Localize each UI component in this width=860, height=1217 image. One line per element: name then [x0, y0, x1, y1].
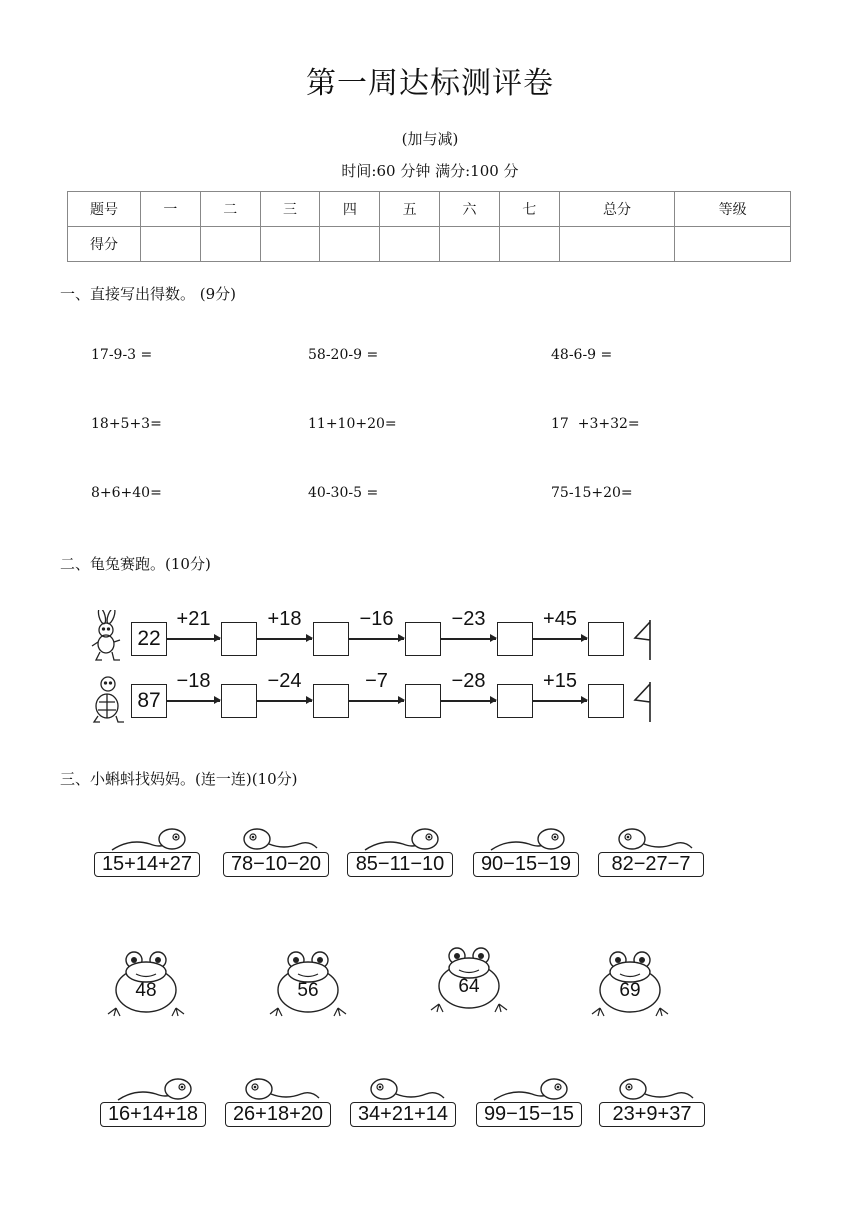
tadpole-icon — [241, 1076, 321, 1104]
score-header-cell: 四 — [320, 192, 380, 227]
race-operation: −7 — [365, 670, 388, 692]
arrow-icon — [533, 638, 587, 640]
time-info: 时间:60 分钟 满分:100 分 — [341, 162, 519, 180]
equation: 18+5+3= — [91, 416, 162, 432]
score-row-label: 得分 — [68, 227, 141, 262]
score-cell[interactable] — [559, 227, 675, 262]
tadpole-expression: 16+14+18 — [100, 1102, 206, 1127]
turtle-start-box: 87 — [131, 684, 167, 718]
score-cell[interactable] — [380, 227, 440, 262]
tadpole-expression: 23+9+37 — [599, 1102, 705, 1127]
tadpole-expression: 34+21+14 — [350, 1102, 456, 1127]
arrow-icon — [349, 700, 404, 702]
tadpole-expression: 99−15−15 — [476, 1102, 582, 1127]
tadpole-card[interactable] — [96, 1076, 212, 1136]
finish-flag-icon — [632, 680, 654, 724]
turtle-race-row — [86, 670, 666, 724]
tadpole-icon — [110, 826, 190, 854]
frog-number: 64 — [458, 976, 480, 997]
score-table — [67, 191, 791, 262]
race-operation: −16 — [359, 608, 394, 630]
race-operation: +21 — [176, 608, 211, 630]
turtle-icon — [86, 672, 128, 728]
score-header-cell: 二 — [200, 192, 260, 227]
score-cell[interactable] — [320, 227, 380, 262]
frog-number: 56 — [297, 980, 319, 1001]
equation: 58-20-9 = — [308, 347, 379, 363]
tadpole-icon — [614, 826, 694, 854]
answer-box[interactable] — [221, 684, 257, 718]
rabbit-start-box: 22 — [131, 622, 167, 656]
answer-box[interactable] — [497, 622, 533, 656]
tadpole-expression: 15+14+27 — [94, 852, 200, 877]
answer-box[interactable] — [588, 684, 624, 718]
finish-flag-icon — [632, 618, 654, 662]
score-header-cell: 等级 — [675, 192, 791, 227]
equation: 8+6+40= — [91, 485, 162, 501]
score-header-cell: 总分 — [559, 192, 675, 227]
answer-box[interactable] — [405, 684, 441, 718]
score-cell[interactable] — [499, 227, 559, 262]
rabbit-race-row — [86, 608, 666, 662]
page-title: 第一周达标测评卷 — [306, 66, 554, 101]
answer-box[interactable] — [221, 622, 257, 656]
score-cell[interactable] — [260, 227, 320, 262]
section2-title: 二、龟兔赛跑。(10分) — [60, 555, 211, 573]
tadpole-expression: 90−15−19 — [473, 852, 579, 877]
equation: 11+10+20= — [308, 416, 397, 432]
tadpole-icon — [116, 1076, 196, 1104]
race-operation: −23 — [451, 608, 486, 630]
arrow-icon — [441, 638, 496, 640]
arrow-icon — [533, 700, 587, 702]
equation: 48-6-9 = — [551, 347, 613, 363]
tadpole-icon — [366, 1076, 446, 1104]
score-cell[interactable] — [141, 227, 201, 262]
subtitle: (加与减) — [401, 130, 459, 148]
tadpole-expression: 82−27−7 — [598, 852, 704, 877]
score-cell[interactable] — [675, 227, 791, 262]
race-operation: +15 — [543, 670, 577, 692]
frog-card[interactable] — [590, 948, 670, 1018]
score-header-cell: 三 — [260, 192, 320, 227]
race-operation: −28 — [451, 670, 486, 692]
score-header-cell: 六 — [440, 192, 500, 227]
score-table-header-row — [68, 192, 791, 227]
tadpole-icon — [615, 1076, 695, 1104]
tadpole-icon — [239, 826, 319, 854]
tadpole-card[interactable] — [472, 1076, 588, 1136]
race-operation: +18 — [267, 608, 302, 630]
tadpole-card[interactable] — [343, 826, 459, 886]
frog-number: 69 — [619, 980, 641, 1001]
equation: 17 +3+32= — [551, 416, 640, 432]
score-cell[interactable] — [440, 227, 500, 262]
score-header-cell: 一 — [141, 192, 201, 227]
arrow-icon — [441, 700, 496, 702]
equation: 75-15+20= — [551, 485, 633, 501]
tadpole-icon — [492, 1076, 572, 1104]
tadpole-card[interactable] — [346, 1076, 462, 1136]
frog-card[interactable] — [268, 948, 348, 1018]
tadpole-card[interactable] — [90, 826, 206, 886]
race-operation: +45 — [543, 608, 577, 630]
tadpole-expression: 85−11−10 — [347, 852, 453, 877]
tadpole-expression: 78−10−20 — [223, 852, 329, 877]
score-header-cell: 七 — [499, 192, 559, 227]
arrow-icon — [349, 638, 404, 640]
arrow-icon — [167, 638, 220, 640]
equation: 17-9-3 = — [91, 347, 153, 363]
tadpole-expression: 26+18+20 — [225, 1102, 331, 1127]
arrow-icon — [167, 700, 220, 702]
tadpole-card[interactable] — [221, 1076, 337, 1136]
tadpole-card[interactable] — [219, 826, 335, 886]
tadpole-card[interactable] — [469, 826, 585, 886]
answer-box[interactable] — [313, 684, 349, 718]
frog-number: 48 — [135, 980, 157, 1001]
answer-box[interactable] — [313, 622, 349, 656]
race-operation: −24 — [267, 670, 302, 692]
score-table-score-row — [68, 227, 791, 262]
score-cell[interactable] — [200, 227, 260, 262]
frog-card[interactable] — [106, 948, 186, 1018]
section3-title: 三、小蝌蚪找妈妈。(连一连)(10分) — [60, 770, 298, 788]
score-header-cell: 题号 — [68, 192, 141, 227]
equation: 40-30-5 = — [308, 485, 379, 501]
section1-title: 一、直接写出得数。 (9分) — [60, 285, 237, 303]
answer-box[interactable] — [405, 622, 441, 656]
answer-box[interactable] — [588, 622, 624, 656]
arrow-icon — [257, 700, 312, 702]
score-header-cell: 五 — [380, 192, 440, 227]
frog-card[interactable] — [429, 944, 509, 1014]
answer-box[interactable] — [497, 684, 533, 718]
tadpole-card[interactable] — [594, 826, 710, 886]
tadpole-icon — [489, 826, 569, 854]
tadpole-card[interactable] — [595, 1076, 711, 1136]
rabbit-icon — [86, 610, 128, 666]
race-operation: −18 — [176, 670, 211, 692]
tadpole-icon — [363, 826, 443, 854]
arrow-icon — [257, 638, 312, 640]
